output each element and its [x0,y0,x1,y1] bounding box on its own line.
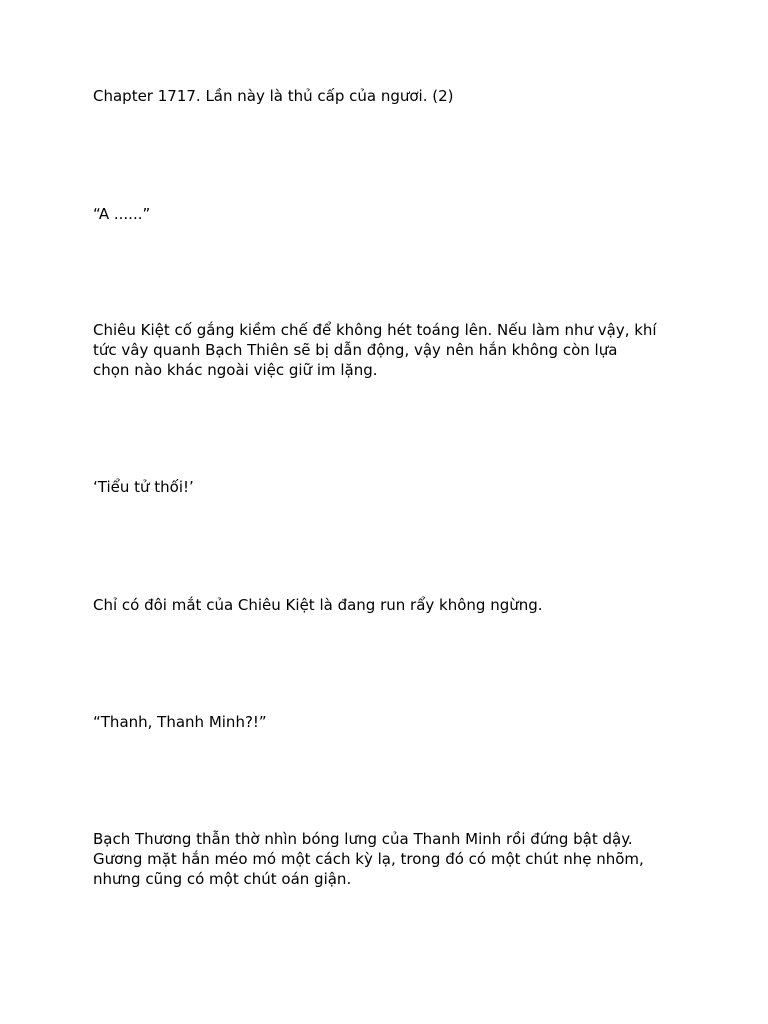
chapter-title: Chapter 1717. Lần này là thủ cấp của ngươi. (2) [93,87,454,105]
paragraph: Chiêu Kiệt cố gắng kiềm chế để không hét toáng lên. Nếu làm như vậy, khí tức vây quanh Bạch Thiên sẽ bị dẫn động, vậy nên hắn không còn lựa chọn nào khác ngoài việc giữ im lặng. [93,321,657,379]
paragraph: “A ......” [93,205,151,223]
paragraph: ‘Tiểu tử thối!’ [93,478,194,496]
paragraph: Chỉ có đôi mắt của Chiêu Kiệt là đang run rẩy không ngừng. [93,596,543,614]
paragraph: “Thanh, Thanh Minh?!” [93,713,267,731]
paragraph: Bạch Thương thẫn thờ nhìn bóng lưng của Thanh Minh rồi đứng bật dậy. Gương mặt hắn méo mó một cách kỳ lạ, trong đó có một chút nhẹ nhõm, nhưng cũng có một chút oán giận. [93,830,644,888]
